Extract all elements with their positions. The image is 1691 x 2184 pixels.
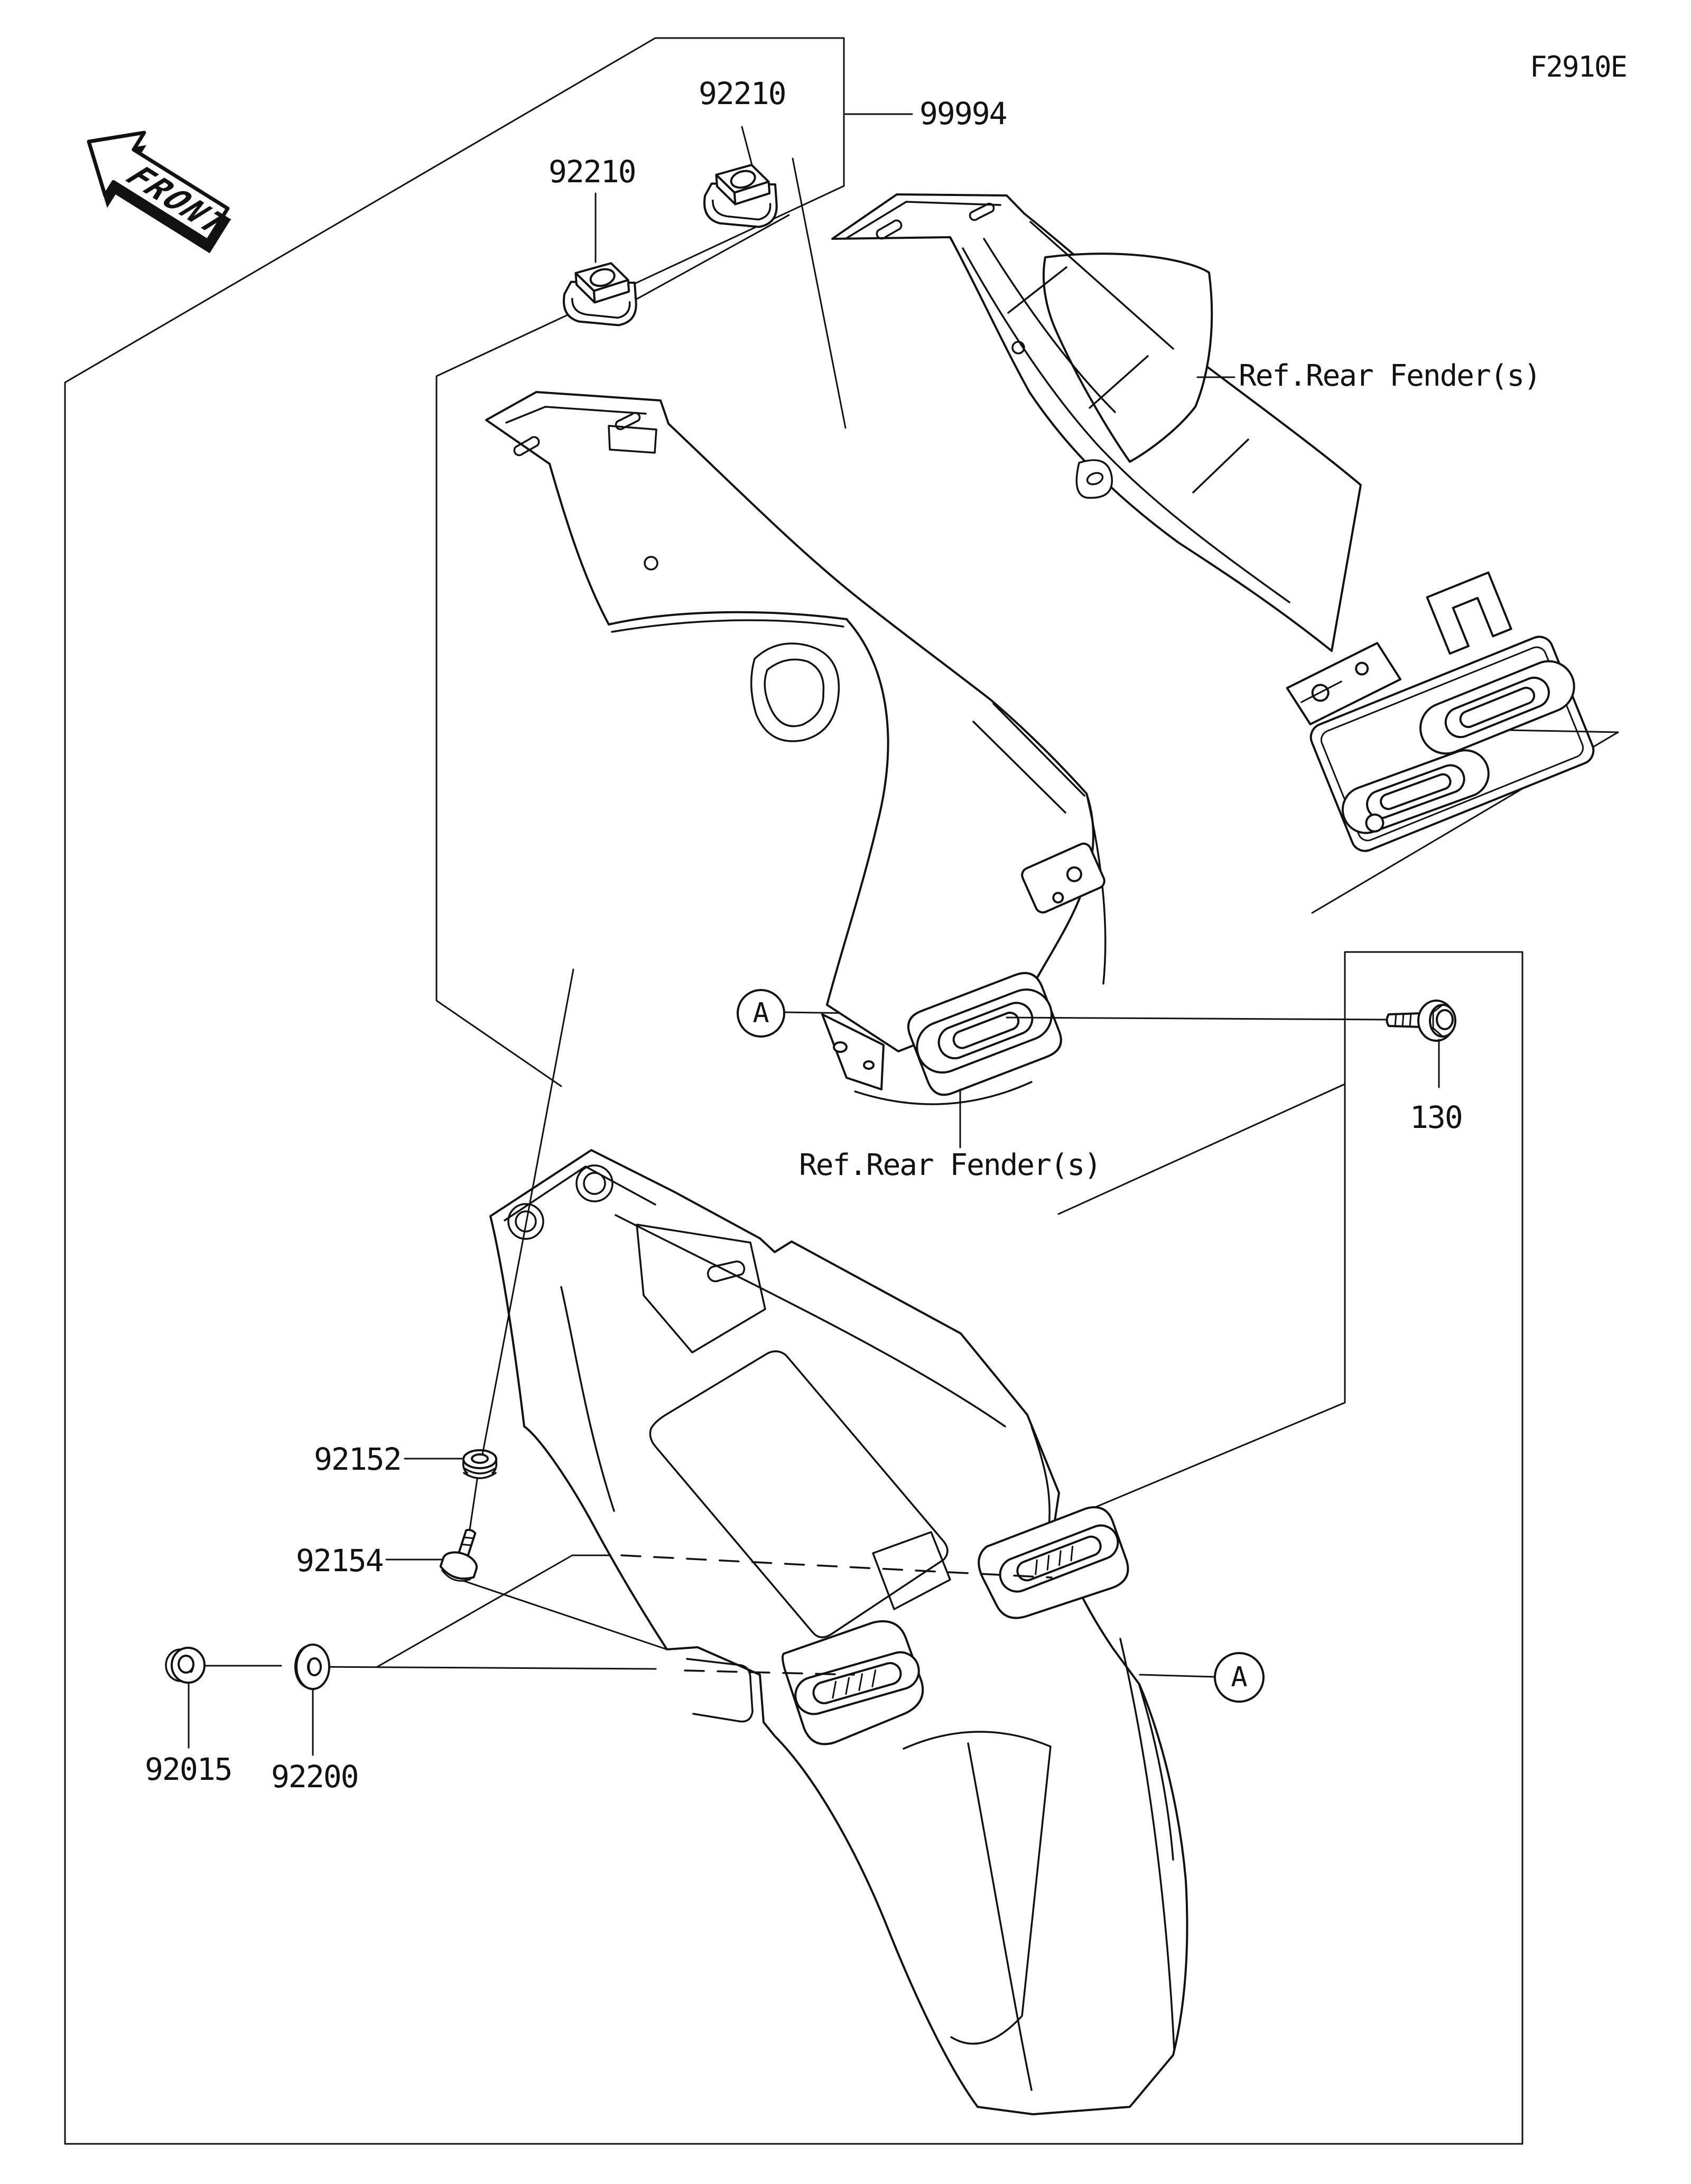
clip-nut-left: [561, 262, 637, 329]
diagram-code: F2910E: [1530, 50, 1627, 83]
callout-a-right-letter: A: [1231, 1662, 1248, 1693]
collar: [463, 1450, 497, 1478]
callout-a-mid-letter: A: [752, 997, 769, 1029]
ref-rear-fender-mid: Ref.Rear Fender(s): [799, 1148, 1101, 1182]
flange-nut: [166, 1648, 205, 1683]
callout-a-mid: [737, 989, 785, 1038]
front-arrow-label: FRONT: [115, 161, 240, 240]
frame-lines: [65, 38, 1522, 2144]
fender-extension: [486, 392, 1107, 1104]
shoulder-screw: [438, 1525, 487, 1585]
callout-a-right: [1214, 1652, 1265, 1703]
label-92154: 92154: [296, 1543, 383, 1579]
rear-fender-top: [832, 194, 1361, 651]
label-92210-top: 92210: [699, 76, 786, 111]
plain-washer: [295, 1645, 329, 1689]
flange-bolt: [1387, 1001, 1456, 1041]
label-99994: 99994: [919, 96, 1007, 132]
label-92210-left: 92210: [549, 154, 636, 190]
front-arrow: [64, 110, 252, 270]
label-130: 130: [1410, 1099, 1462, 1135]
label-92200: 92200: [271, 1759, 358, 1795]
label-92015: 92015: [145, 1751, 232, 1787]
label-92152: 92152: [314, 1441, 401, 1477]
ref-rear-fender-top: Ref.Rear Fender(s): [1239, 359, 1540, 393]
mudguard: [490, 1150, 1187, 2114]
clip-nut-top: [702, 163, 778, 230]
